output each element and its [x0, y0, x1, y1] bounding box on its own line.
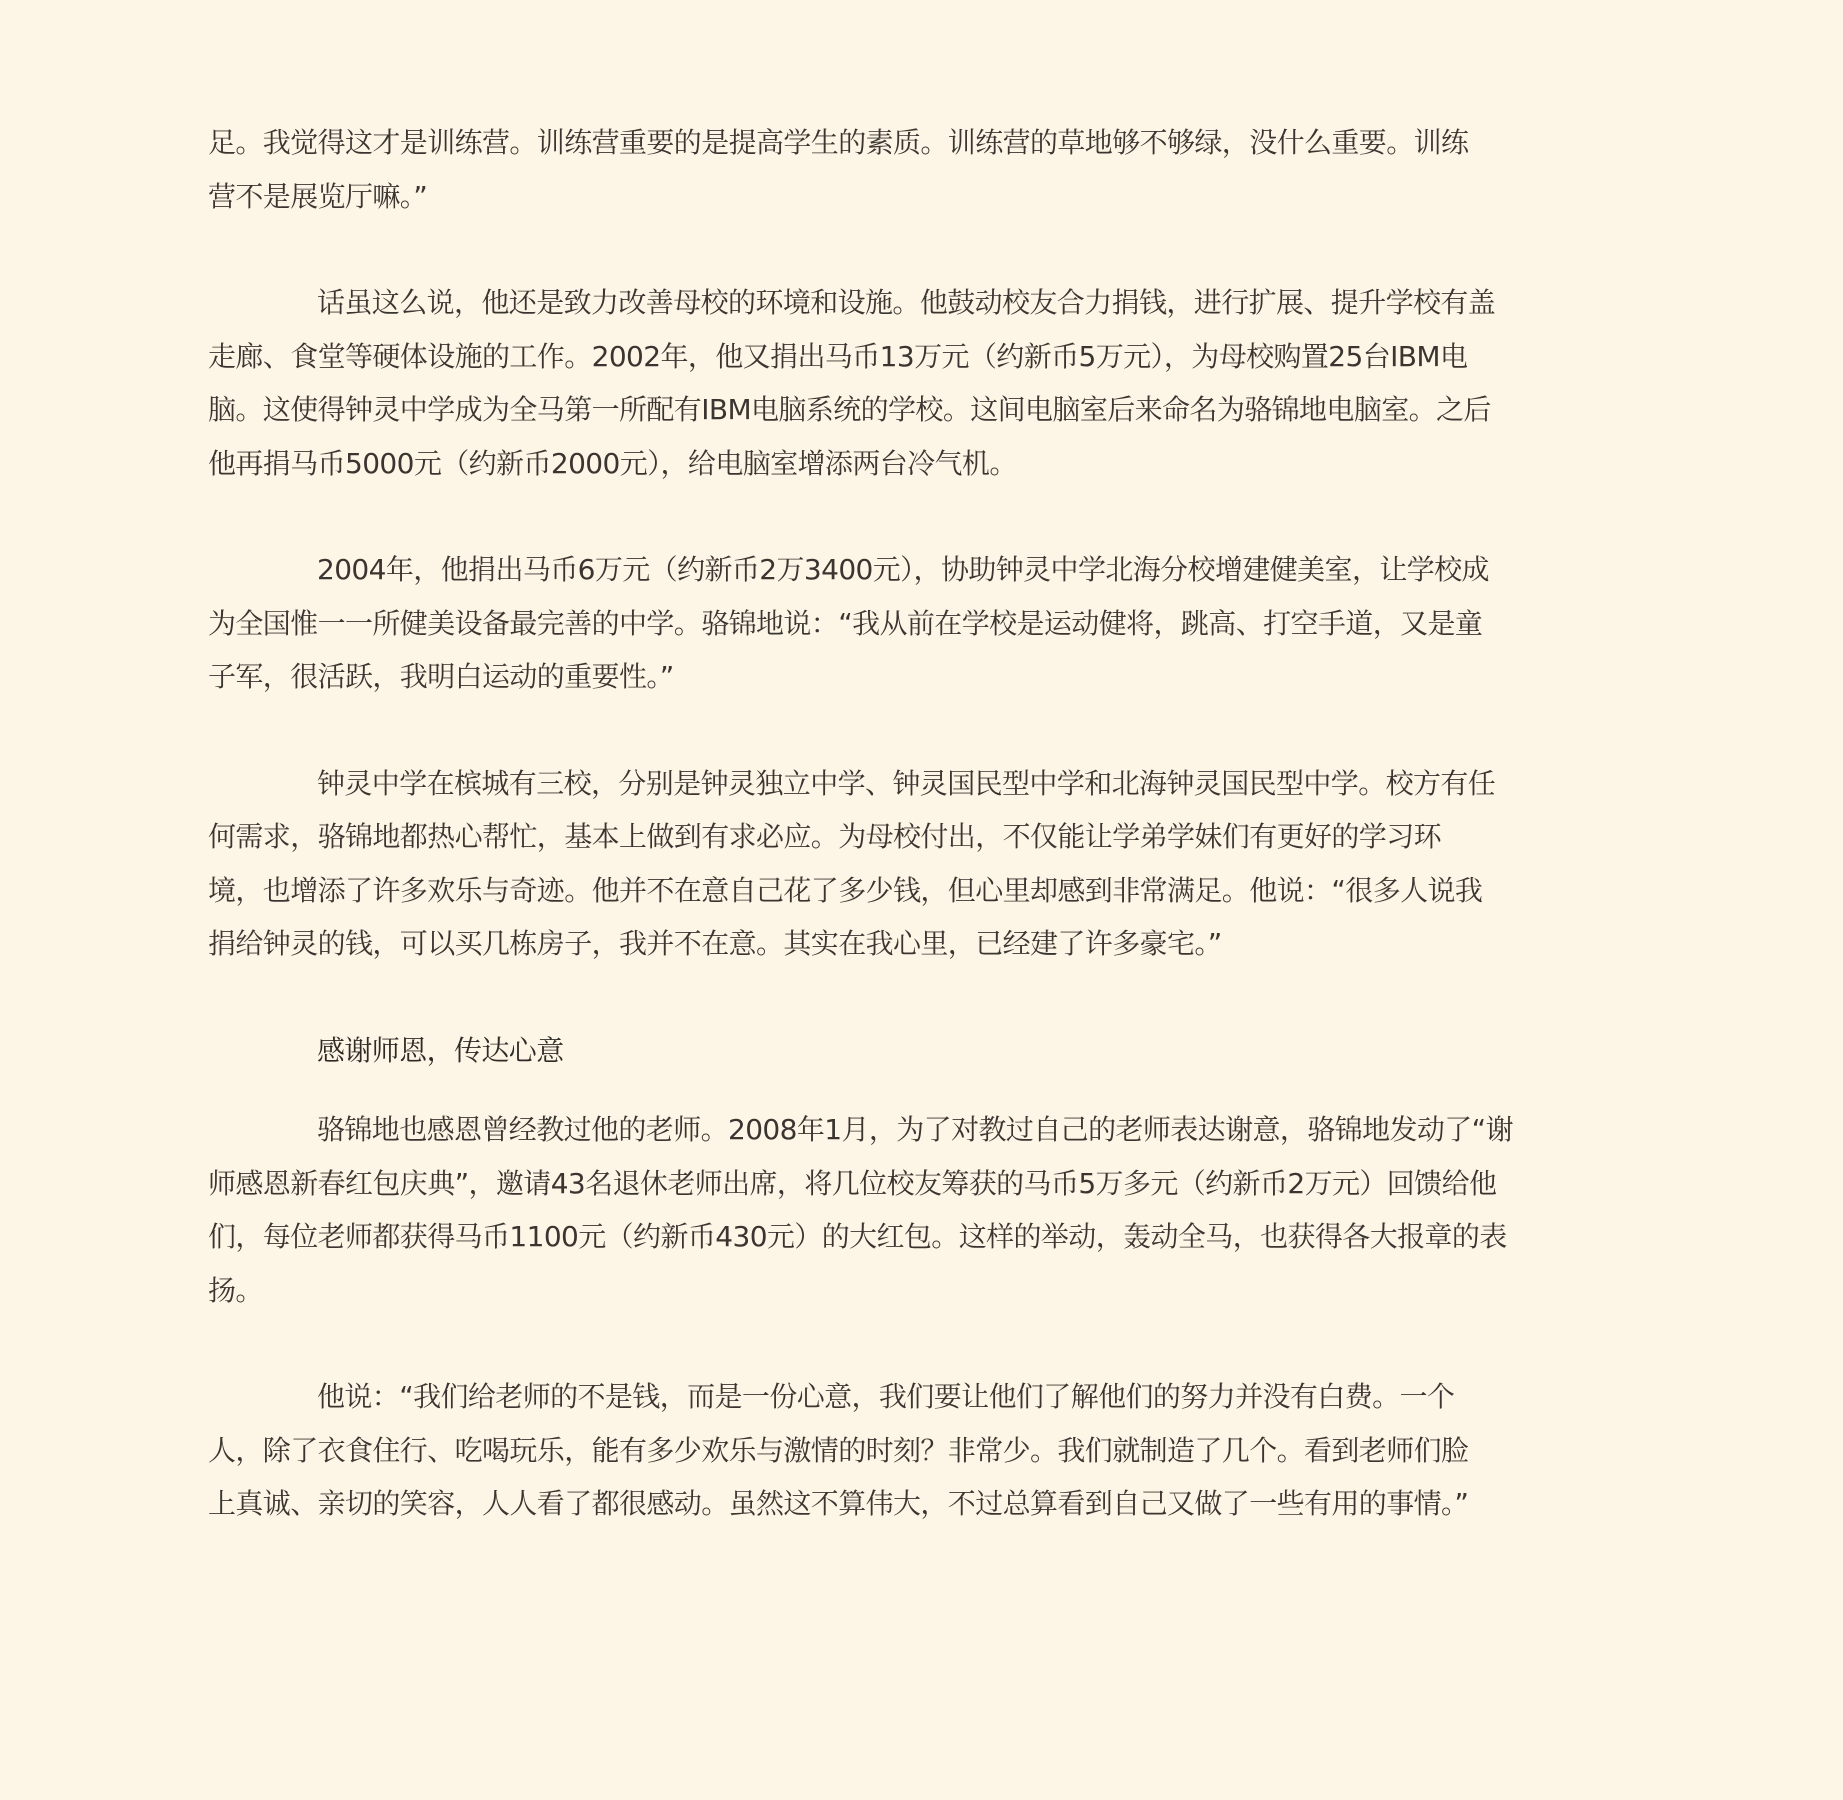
paragraph: [208, 757, 1638, 971]
section-heading: [208, 1024, 1638, 1078]
text-line: 营不是展览厅嘛。”: [208, 179, 428, 213]
text-line: 他再捐马币5000元（约新币2000元），给电脑室增添两台冷气机。: [208, 446, 1017, 480]
text-line: 走廊、食堂等硬体设施的工作。2002年，他又捐出马币13万元（约新币5万元），为母校购置25台IBM电: [208, 339, 1468, 373]
text-line: 师感恩新春红包庆典”，邀请43名退休老师出席，将几位校友筹获的马币5万多元（约新币2万元）回馈给他: [208, 1166, 1497, 1200]
text-line: 捐给钟灵的钱，可以买几栋房子，我并不在意。其实在我心里，已经建了许多豪宅。”: [208, 927, 1222, 960]
paragraph: [208, 1370, 1638, 1531]
text-line: 扬。: [208, 1273, 263, 1307]
text-line: 境，也增添了许多欢乐与奇迹。他并不在意自己花了多少钱，但心里却感到非常满足。他说：“很多人说我: [208, 873, 1483, 907]
paragraph: [208, 1103, 1638, 1317]
text-line: 们，每位老师都获得马币1100元（约新币430元）的大红包。这样的举动，轰动全马，也获得各大报章的表: [208, 1220, 1507, 1253]
text-line: 他说：“我们给老师的不是钱，而是一份心意，我们要让他们了解他们的努力并没有白费。一个: [317, 1380, 1455, 1413]
text-line: 为全国惟一一所健美设备最完善的中学。骆锦地说：“我从前在学校是运动健将，跳高、打空手道，又是童: [208, 606, 1483, 640]
paragraph: [208, 116, 1638, 223]
article-body: [208, 116, 1638, 1584]
text-line: 话虽这么说，他还是致力改善母校的环境和设施。他鼓动校友合力捐钱，进行扩展、提升学校有盖: [317, 286, 1496, 319]
text-line: 2004年，他捐出马币6万元（约新币2万3400元），协助钟灵中学北海分校增建健美室，让学校成: [317, 553, 1489, 586]
section-heading-text: 感谢师恩，传达心意: [317, 1033, 564, 1067]
text-line: 子军，很活跃，我明白运动的重要性。”: [208, 660, 674, 693]
text-line: 人，除了衣食住行、吃喝玩乐，能有多少欢乐与激情的时刻？非常少。我们就制造了几个。看到老师们脸: [208, 1433, 1469, 1467]
text-line: 钟灵中学在槟城有三校，分别是钟灵独立中学、钟灵国民型中学和北海钟灵国民型中学。校方有任: [317, 766, 1496, 800]
paragraph: [208, 543, 1638, 704]
paragraph: [208, 276, 1638, 490]
text-line: 上真诚、亲切的笑容，人人看了都很感动。虽然这不算伟大，不过总算看到自己又做了一些有用的事情。”: [208, 1487, 1469, 1520]
text-line: 骆锦地也感恩曾经教过他的老师。2008年1月，为了对教过自己的老师表达谢意，骆锦地发动了“谢: [317, 1113, 1513, 1146]
text-line: 足。我觉得这才是训练营。训练营重要的是提高学生的素质。训练营的草地够不够绿，没什么重要。训练: [208, 126, 1469, 159]
text-line: 脑。这使得钟灵中学成为全马第一所配有IBM电脑系统的学校。这间电脑室后来命名为骆锦地电脑室。之后: [208, 393, 1491, 426]
text-line: 何需求，骆锦地都热心帮忙，基本上做到有求必应。为母校付出，不仅能让学弟学妹们有更好的学习环: [208, 820, 1442, 853]
